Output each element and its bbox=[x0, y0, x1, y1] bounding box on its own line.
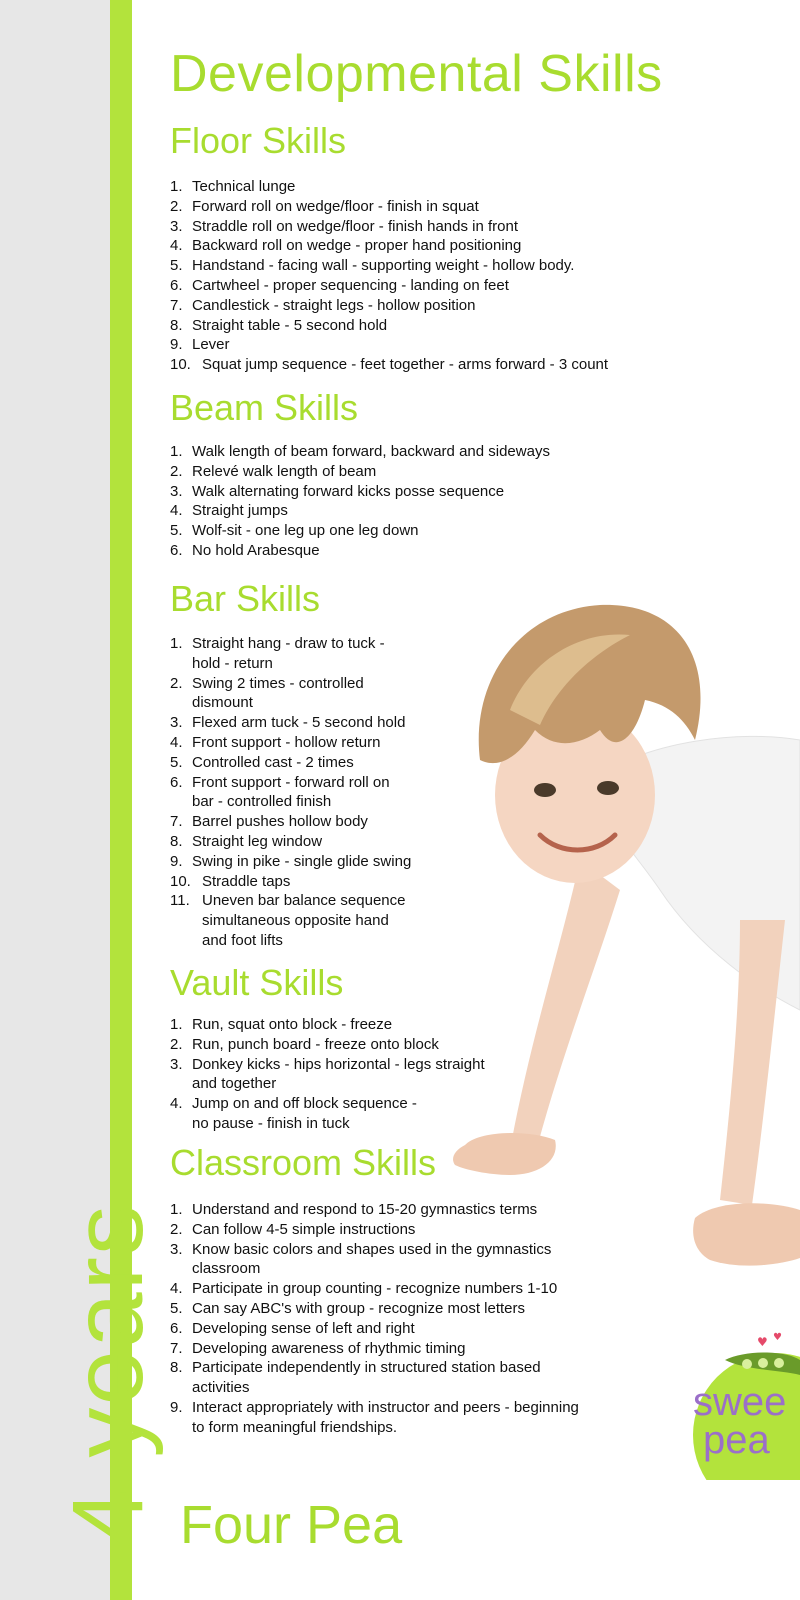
sweet-pea-logo bbox=[685, 1330, 800, 1480]
item-line-continued: to form meaningful friendships. bbox=[192, 1418, 398, 1436]
item-number: 2. bbox=[170, 674, 183, 692]
shirt-shape bbox=[590, 736, 800, 1010]
item-text bbox=[192, 1398, 579, 1438]
item-text bbox=[192, 521, 419, 541]
list-item bbox=[170, 217, 608, 237]
list-item bbox=[170, 197, 608, 217]
item-number: 7. bbox=[170, 1339, 183, 1357]
item-number: 6. bbox=[170, 541, 183, 559]
item-text bbox=[192, 1240, 551, 1280]
item-line: Front support - hollow return bbox=[192, 733, 381, 751]
list-item bbox=[170, 753, 411, 773]
item-line-continued: no pause - finish in tuck bbox=[192, 1114, 350, 1132]
list-item bbox=[170, 1094, 485, 1134]
left-hand-shape bbox=[453, 1133, 556, 1175]
item-text bbox=[192, 501, 288, 521]
item-text bbox=[192, 1035, 439, 1055]
item-line: Understand and respond to 15-20 gymnastics terms bbox=[192, 1201, 538, 1218]
beam-skills-list bbox=[170, 442, 550, 561]
hair-shape bbox=[479, 605, 701, 763]
item-text bbox=[192, 1279, 557, 1299]
item-line: Candlestick - straight legs - hollow position bbox=[192, 296, 476, 314]
item-line: Relevé walk length of beam bbox=[192, 462, 377, 480]
item-line: Straight leg window bbox=[192, 832, 323, 850]
item-text bbox=[192, 1339, 465, 1359]
item-text bbox=[192, 634, 385, 674]
list-item bbox=[170, 276, 608, 296]
item-text bbox=[192, 316, 387, 336]
face-shape bbox=[495, 707, 655, 883]
list-item bbox=[170, 1398, 579, 1438]
list-item bbox=[170, 1358, 579, 1398]
item-text bbox=[192, 1358, 541, 1398]
item-number: 8. bbox=[170, 316, 183, 334]
list-item bbox=[170, 1339, 579, 1359]
list-item bbox=[170, 541, 550, 561]
item-line: Swing in pike - single glide swing bbox=[192, 852, 412, 870]
list-item bbox=[170, 442, 550, 462]
item-text bbox=[202, 355, 608, 375]
item-number: 3. bbox=[170, 1055, 183, 1073]
item-line-continued: activities bbox=[192, 1379, 250, 1397]
item-line: Barrel pushes hollow body bbox=[192, 813, 368, 831]
item-text bbox=[192, 1200, 537, 1220]
list-item bbox=[170, 1299, 579, 1319]
right-eye bbox=[597, 781, 619, 795]
list-item bbox=[170, 296, 608, 316]
hair-highlight bbox=[510, 634, 630, 725]
item-text bbox=[202, 891, 405, 950]
item-line: Backward roll on wedge - proper hand positioning bbox=[192, 237, 522, 255]
logo-line1: swee bbox=[693, 1380, 787, 1424]
item-text bbox=[192, 1220, 415, 1240]
list-item bbox=[170, 236, 608, 256]
list-item bbox=[170, 773, 411, 813]
floor-skills-title: Floor Skills bbox=[170, 120, 347, 161]
item-line: No hold Arabesque bbox=[192, 541, 320, 559]
item-text bbox=[192, 442, 550, 462]
list-item bbox=[170, 335, 608, 355]
item-number: 2. bbox=[170, 462, 183, 480]
item-line-continued: bar - controlled finish bbox=[192, 793, 332, 811]
item-line: Run, squat onto block - freeze bbox=[192, 1016, 393, 1033]
item-number: 1. bbox=[170, 443, 183, 460]
list-item bbox=[170, 521, 550, 541]
item-line: Straddle taps bbox=[202, 872, 291, 890]
item-line: Straight jumps bbox=[192, 502, 288, 520]
item-line: Interact appropriately with instructor and peers - beginning bbox=[192, 1398, 579, 1416]
list-item bbox=[170, 713, 411, 733]
item-number: 1. bbox=[170, 1201, 183, 1218]
item-text bbox=[192, 1094, 417, 1134]
item-text bbox=[192, 335, 230, 355]
footer-title: Four Pea bbox=[180, 1495, 403, 1555]
item-text bbox=[192, 1319, 415, 1339]
item-number: 3. bbox=[170, 482, 183, 500]
page-title: Developmental Skills bbox=[170, 45, 663, 103]
item-line: Technical lunge bbox=[192, 178, 296, 195]
item-line-continued: dismount bbox=[192, 694, 253, 712]
list-item bbox=[170, 872, 411, 892]
item-number: 2. bbox=[170, 197, 183, 215]
item-number: 4. bbox=[170, 237, 183, 255]
item-line: Cartwheel - proper sequencing - landing on feet bbox=[192, 276, 509, 294]
list-item bbox=[170, 1035, 485, 1055]
list-item bbox=[170, 733, 411, 753]
item-number: 9. bbox=[170, 336, 183, 354]
list-item bbox=[170, 1319, 579, 1339]
item-number: 7. bbox=[170, 296, 183, 314]
item-line-continued: hold - return bbox=[192, 654, 273, 672]
item-text bbox=[192, 773, 390, 813]
item-text bbox=[192, 1055, 485, 1095]
item-number: 6. bbox=[170, 276, 183, 294]
item-text bbox=[192, 236, 521, 256]
item-number: 8. bbox=[170, 832, 183, 850]
list-item bbox=[170, 177, 608, 197]
item-line: Developing awareness of rhythmic timing bbox=[192, 1339, 466, 1357]
list-item bbox=[170, 1015, 485, 1035]
item-number: 6. bbox=[170, 773, 183, 791]
list-item bbox=[170, 482, 550, 502]
item-line: Straight hang - draw to tuck - bbox=[192, 635, 385, 652]
item-line-continued: simultaneous opposite hand bbox=[202, 912, 389, 930]
item-number: 1. bbox=[170, 178, 183, 195]
item-number: 5. bbox=[170, 1299, 183, 1317]
item-text bbox=[202, 872, 290, 892]
classroom-skills-title: Classroom Skills bbox=[170, 1142, 437, 1183]
list-item bbox=[170, 1279, 579, 1299]
item-line: Can say ABC's with group - recognize most letters bbox=[192, 1299, 526, 1317]
item-number: 5. bbox=[170, 257, 183, 275]
item-number: 10. bbox=[170, 872, 191, 890]
item-line: Can follow 4-5 simple instructions bbox=[192, 1220, 416, 1238]
list-item bbox=[170, 634, 411, 674]
item-number: 9. bbox=[170, 1398, 183, 1416]
item-line-continued: and together bbox=[192, 1075, 277, 1093]
classroom-skills-list bbox=[170, 1200, 579, 1438]
item-text bbox=[192, 674, 364, 714]
smile bbox=[540, 835, 615, 850]
item-line: Run, punch board - freeze onto block bbox=[192, 1035, 439, 1053]
item-line: Straight table - 5 second hold bbox=[192, 316, 388, 334]
vault-skills-list bbox=[170, 1015, 485, 1134]
list-item bbox=[170, 355, 608, 375]
item-line: Lever bbox=[192, 336, 230, 354]
list-item bbox=[170, 1220, 579, 1240]
item-text bbox=[192, 812, 368, 832]
item-number: 2. bbox=[170, 1220, 183, 1238]
beam-skills-title: Beam Skills bbox=[170, 387, 359, 428]
item-line: Flexed arm tuck - 5 second hold bbox=[192, 714, 406, 732]
item-number: 1. bbox=[170, 1016, 183, 1033]
item-text bbox=[192, 733, 380, 753]
floor-skills-list bbox=[170, 177, 608, 375]
list-item bbox=[170, 256, 608, 276]
list-item bbox=[170, 462, 550, 482]
item-text bbox=[192, 296, 475, 316]
item-line: Wolf-sit - one leg up one leg down bbox=[192, 522, 419, 540]
item-number: 4. bbox=[170, 1095, 183, 1113]
item-number: 11. bbox=[170, 892, 190, 910]
right-arm-shape bbox=[720, 920, 785, 1205]
item-line: Handstand - facing wall - supporting weight - hollow body. bbox=[192, 257, 575, 275]
list-item bbox=[170, 1200, 579, 1220]
item-number: 4. bbox=[170, 733, 183, 751]
age-label: 4 years bbox=[52, 1203, 164, 1545]
left-arm-shape bbox=[510, 860, 620, 1155]
svg-text:♥: ♥ bbox=[773, 1332, 782, 1343]
item-line: Walk alternating forward kicks posse sequence bbox=[192, 482, 505, 500]
item-line: Walk length of beam forward, backward and sideways bbox=[192, 443, 550, 460]
item-number: 3. bbox=[170, 714, 183, 732]
list-item bbox=[170, 812, 411, 832]
item-line: Front support - forward roll on bbox=[192, 773, 390, 791]
item-text bbox=[192, 852, 411, 872]
bar-skills-list bbox=[170, 634, 411, 951]
item-text bbox=[192, 217, 518, 237]
right-hand-shape bbox=[693, 1203, 800, 1265]
item-number: 4. bbox=[170, 1280, 183, 1298]
item-number: 2. bbox=[170, 1035, 183, 1053]
item-text bbox=[192, 256, 574, 276]
item-line: Forward roll on wedge/floor - finish in squat bbox=[192, 197, 479, 215]
list-item bbox=[170, 852, 411, 872]
item-text bbox=[192, 713, 405, 733]
item-number: 4. bbox=[170, 502, 183, 520]
item-number: 5. bbox=[170, 522, 183, 540]
item-line: Squat jump sequence - feet together - arms forward - 3 count bbox=[202, 356, 609, 374]
svg-text:♥: ♥ bbox=[757, 1335, 768, 1349]
item-text bbox=[192, 1015, 392, 1035]
item-text bbox=[192, 1299, 525, 1319]
list-item bbox=[170, 891, 411, 950]
item-line: Uneven bar balance sequence bbox=[202, 892, 406, 910]
item-text bbox=[192, 753, 354, 773]
list-item bbox=[170, 832, 411, 852]
item-number: 1. bbox=[170, 635, 183, 652]
list-item bbox=[170, 501, 550, 521]
list-item bbox=[170, 1055, 485, 1095]
item-line: Controlled cast - 2 times bbox=[192, 753, 354, 771]
item-number: 5. bbox=[170, 753, 183, 771]
item-line: Swing 2 times - controlled bbox=[192, 674, 364, 692]
item-number: 3. bbox=[170, 1240, 183, 1258]
item-text bbox=[192, 197, 479, 217]
list-item bbox=[170, 674, 411, 714]
item-line-continued: and foot lifts bbox=[202, 931, 283, 949]
item-line: Participate in group counting - recognize numbers 1-10 bbox=[192, 1280, 558, 1298]
item-text bbox=[192, 276, 509, 296]
item-line: Developing sense of left and right bbox=[192, 1319, 415, 1337]
item-line: Straddle roll on wedge/floor - finish hands in front bbox=[192, 217, 519, 235]
item-number: 7. bbox=[170, 813, 183, 831]
item-number: 9. bbox=[170, 852, 183, 870]
item-text bbox=[192, 541, 320, 561]
list-item bbox=[170, 1240, 579, 1280]
item-number: 10. bbox=[170, 356, 191, 374]
left-eye bbox=[534, 783, 556, 797]
item-number: 3. bbox=[170, 217, 183, 235]
logo-line2: pea bbox=[703, 1418, 770, 1462]
item-line: Donkey kicks - hips horizontal - legs straight bbox=[192, 1055, 485, 1073]
item-line-continued: classroom bbox=[192, 1260, 261, 1278]
item-text bbox=[192, 832, 322, 852]
bar-skills-title: Bar Skills bbox=[170, 578, 321, 619]
item-text bbox=[192, 462, 376, 482]
item-number: 8. bbox=[170, 1359, 183, 1377]
item-text bbox=[192, 177, 295, 197]
item-text bbox=[192, 482, 504, 502]
item-number: 6. bbox=[170, 1319, 183, 1337]
list-item bbox=[170, 316, 608, 336]
child-photo bbox=[440, 590, 800, 1290]
vault-skills-title: Vault Skills bbox=[170, 962, 344, 1003]
item-line: Know basic colors and shapes used in the gymnastics bbox=[192, 1240, 552, 1258]
item-line: Jump on and off block sequence - bbox=[192, 1095, 417, 1113]
item-line: Participate independently in structured station based bbox=[192, 1359, 541, 1377]
